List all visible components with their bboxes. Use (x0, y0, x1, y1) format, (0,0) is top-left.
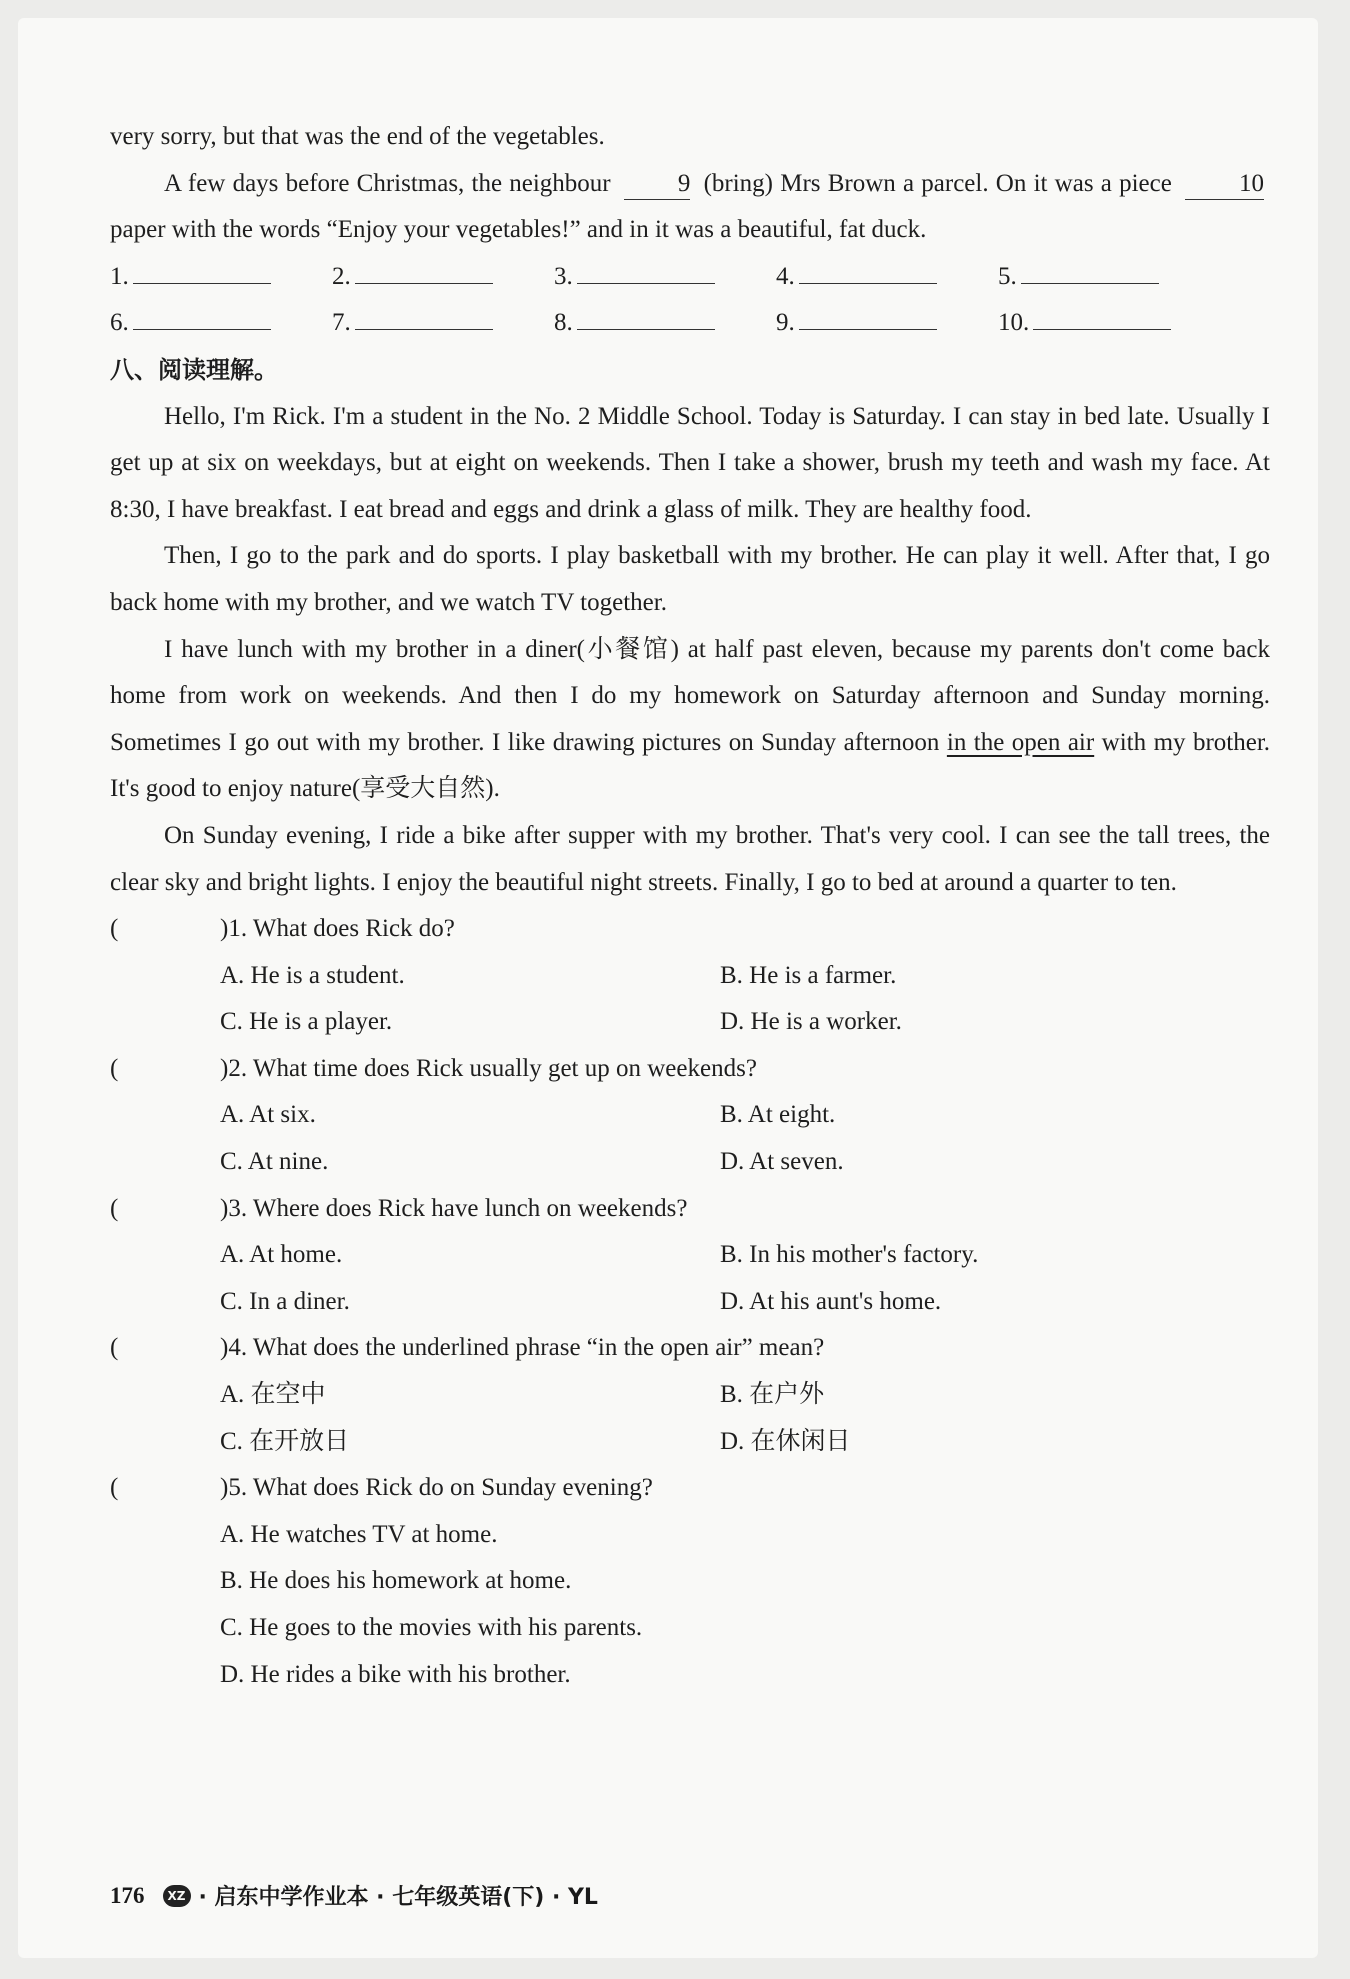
option[interactable]: B. He does his homework at home. (220, 1567, 572, 1595)
answer-bracket[interactable]: ( (110, 1474, 119, 1502)
option[interactable]: C. He is a player. (220, 1008, 393, 1036)
answer-slot[interactable] (554, 254, 776, 301)
question-1 (110, 906, 1270, 953)
answer-number: 5. (998, 262, 1017, 290)
option[interactable]: C. At nine. (220, 1148, 329, 1176)
answer-slot[interactable] (332, 300, 554, 347)
reading-text: I have lunch with my brother in a diner(小餐馆) at half past eleven, because my parents don't come back home from work on weekends. And then I do my homework on Saturday afternoon and Sunday morning. Sometimes I go out with my brother. I like drawing pictures on Sunday afternoon (110, 635, 1270, 756)
options-row (110, 1372, 1270, 1419)
answer-bracket[interactable]: ( (110, 915, 119, 943)
question-stem: )3. Where does Rick have lunch on weekends? (220, 1194, 688, 1222)
passage-text: (bring) Mrs Brown a parcel. On it was a piece (703, 169, 1172, 197)
question-3 (110, 1186, 1270, 1233)
reading-paragraph-2: Then, I go to the park and do sports. I play basketball with my brother. He can play it well. After that, I go back home with my brother, and we watch TV together. (110, 542, 1270, 616)
option[interactable]: A. 在空中 (220, 1381, 326, 1409)
options-row (110, 999, 1270, 1046)
option[interactable]: D. At seven. (720, 1148, 844, 1176)
option[interactable]: C. In a diner. (220, 1287, 350, 1315)
passage-text: A few days before Christmas, the neighbour (164, 169, 611, 197)
option[interactable]: A. He is a student. (220, 961, 405, 989)
answer-slot[interactable] (998, 254, 1220, 301)
answer-line[interactable] (577, 301, 715, 330)
page-footer (110, 1880, 598, 1911)
answer-slot[interactable] (776, 254, 998, 301)
answer-number: 1. (110, 262, 129, 290)
answer-number: 9. (776, 309, 795, 337)
answer-slot[interactable] (110, 300, 332, 347)
options-row (110, 1419, 1270, 1466)
option[interactable]: B. 在户外 (720, 1381, 825, 1409)
answer-slot[interactable] (554, 300, 776, 347)
answer-line[interactable] (355, 255, 493, 284)
answer-bracket[interactable]: ( (110, 1334, 119, 1362)
option[interactable]: B. He is a farmer. (720, 961, 897, 989)
blank-9: 9 (624, 169, 691, 200)
option[interactable]: A. At six. (220, 1101, 316, 1129)
answer-bracket[interactable]: ( (110, 1194, 119, 1222)
passage-line: very sorry, but that was the end of the vegetables. (110, 123, 605, 150)
option[interactable]: B. At eight. (720, 1101, 836, 1129)
answer-line[interactable] (799, 255, 937, 284)
options-row (110, 1139, 1270, 1186)
content (110, 114, 1270, 1698)
passage-paragraph (110, 161, 1270, 254)
answer-slot[interactable] (776, 300, 998, 347)
underlined-phrase: in the open air (946, 728, 1095, 756)
answer-bracket[interactable]: ( (110, 1054, 119, 1082)
option[interactable]: D. At his aunt's home. (720, 1287, 942, 1315)
question-2 (110, 1046, 1270, 1093)
answer-line[interactable] (355, 301, 493, 330)
answer-number: 3. (554, 262, 573, 290)
answer-slot[interactable] (332, 254, 554, 301)
answer-slot[interactable] (998, 300, 1220, 347)
answer-line[interactable] (1033, 301, 1171, 330)
option[interactable]: A. He watches TV at home. (220, 1520, 498, 1548)
blank-10: 10 (1185, 169, 1264, 200)
options-row (110, 1092, 1270, 1139)
option[interactable]: D. He is a worker. (720, 1008, 902, 1036)
answer-number: 10. (998, 309, 1030, 337)
passage-text: paper with the words “Enjoy your vegetables!” and in it was a beautiful, fat duck. (110, 216, 927, 244)
option[interactable]: D. He rides a bike with his brother. (220, 1660, 571, 1688)
reading-paragraph-1: Hello, I'm Rick. I'm a student in the No. 2 Middle School. Today is Saturday. I can stay in bed late. Usually I get up at six on weekdays, but at eight on weekends. Then I take a shower, brush my teeth and wash my face. At 8:30, I have breakfast. I eat bread and eggs and drink a glass of milk. They are healthy food. (110, 402, 1270, 523)
answer-number: 6. (110, 309, 129, 337)
question-stem: )2. What time does Rick usually get up on weekends? (220, 1054, 757, 1082)
page-sheet (18, 18, 1318, 1958)
answer-number: 2. (332, 262, 351, 290)
question-stem: )1. What does Rick do? (220, 915, 455, 943)
footer-title: · 启东中学作业本 · 七年级英语(下) · YL (198, 1885, 598, 1910)
option[interactable]: B. In his mother's factory. (720, 1241, 979, 1269)
option[interactable]: A. At home. (220, 1241, 343, 1269)
answer-number: 8. (554, 309, 573, 337)
question-4 (110, 1325, 1270, 1372)
option[interactable]: D. 在休闲日 (720, 1427, 851, 1455)
options-row (110, 953, 1270, 1000)
reading-text: with my brother. It's good to enjoy nature(享受大自然). (110, 728, 1271, 803)
answer-line[interactable] (133, 255, 271, 284)
section-title: 八、阅读理解。 (110, 355, 278, 384)
answer-number: 7. (332, 309, 351, 337)
question-5 (110, 1465, 1270, 1512)
answer-row-1 (110, 254, 1270, 301)
answer-number: 4. (776, 262, 795, 290)
options-row (110, 1279, 1270, 1326)
answer-slot[interactable] (110, 254, 332, 301)
answer-line[interactable] (133, 301, 271, 330)
publisher-logo-icon: XZ (163, 1885, 191, 1907)
reading-paragraph-4: On Sunday evening, I ride a bike after supper with my brother. That's very cool. I can see the tall trees, the clear sky and bright lights. I enjoy the beautiful night streets. Finally, I go to bed at around a quarter to ten. (110, 821, 1270, 896)
reading-paragraph-3 (110, 627, 1270, 813)
page-number: 176 (110, 1882, 145, 1908)
answer-line[interactable] (577, 255, 715, 284)
question-stem: )5. What does Rick do on Sunday evening? (220, 1474, 653, 1502)
question-stem: )4. What does the underlined phrase “in the open air” mean? (220, 1334, 825, 1362)
option[interactable]: C. He goes to the movies with his parents. (220, 1614, 643, 1641)
answer-row-2 (110, 300, 1270, 347)
answer-line[interactable] (799, 301, 937, 330)
options-row (110, 1232, 1270, 1279)
option[interactable]: C. 在开放日 (220, 1427, 350, 1455)
answer-line[interactable] (1021, 255, 1159, 284)
